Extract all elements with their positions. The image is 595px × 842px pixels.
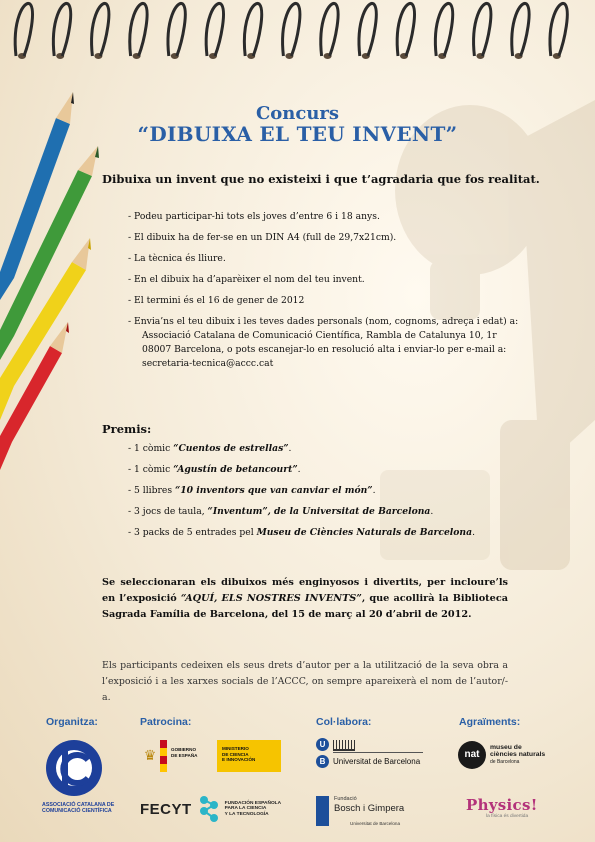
museu-ciencies-naturals-logo[interactable] (458, 741, 568, 769)
spiral-ring (168, 3, 185, 56)
prizes-list (128, 442, 528, 547)
spiral-ring (397, 3, 414, 56)
ub-divider (333, 752, 423, 753)
rules-list (128, 210, 533, 371)
rule-item: - El dibuix ha de fer-se en un DIN A4 (full de 29,7x21cm). (128, 232, 397, 243)
rule-item: - La tècnica és lliure. (128, 253, 226, 264)
physics-wordmark: Physics! (466, 796, 538, 814)
gobierno-logo[interactable] (140, 740, 281, 772)
spiral-ring (321, 3, 338, 56)
accc-name-line: ASSOCIACIÓ CATALANA DE (42, 802, 115, 808)
accc-logo[interactable] (42, 738, 115, 814)
spiral-ring (512, 3, 529, 56)
prizes-heading: Premis: (102, 422, 152, 436)
prize-item: - 5 llibres “10 inventors que van canviar el món”. (128, 485, 376, 496)
prize-item: - 1 còmic “Agustín de betancourt”. (128, 464, 301, 475)
selection-paragraph: Se seleccionaran els dibuixos més enginyosos i divertits, per incloure’ls en l’exposició “AQUÍ, ELS NOSTRES INVENTS”, que acollirà la Biblioteca Sagrada Família de Barcelona, del 15 de març al 20 d’abril de 2012. (102, 577, 509, 620)
spiral-ring (359, 3, 376, 56)
spiral-ring (244, 3, 261, 56)
agraiments-label: Agraïments: (459, 716, 521, 728)
physics-logo[interactable] (466, 796, 556, 830)
spiral-ring (130, 3, 147, 56)
rule-item: - El termini és el 16 de gener de 2012 (128, 295, 305, 306)
prize-item: - 3 jocs de taula, “Inventum”, de la Universitat de Barcelona. (128, 506, 434, 517)
email-link[interactable]: secretaria-tecnica@accc.cat (142, 358, 274, 369)
ub-circle-b-icon: B (316, 755, 329, 768)
gobierno-text: GOBIERNO DE ESPAÑA (171, 747, 198, 758)
ub-logo[interactable] (316, 738, 436, 772)
fbg-fundacio: Fundació (334, 796, 357, 802)
fecyt-logo[interactable] (140, 794, 290, 824)
spiral-binding (15, 3, 567, 59)
address-line: Associació Catalana de Comunicació Científica, Rambla de Catalunya 10, 1r (142, 330, 497, 341)
rule-item: - Envia’ns el teu dibuix i les teves dades personals (nom, cognoms, adreça i edat) a: (128, 316, 519, 327)
prize-item: - 1 còmic “Cuentos de estrellas”. (128, 443, 292, 454)
prize-item: - 3 packs de 5 entrades pel Museu de Ciències Naturals de Barcelona. (128, 527, 475, 538)
ub-name: Universitat de Barcelona (333, 757, 421, 766)
address-line: 08007 Barcelona, o pots escanejar-lo en resolució alta i enviar-lo per e-mail a: (142, 344, 507, 355)
fbg-name: Bosch i Gimpera (334, 803, 405, 814)
spiral-ring (15, 3, 32, 56)
accc-emblem-icon (42, 738, 106, 798)
spiral-ring (474, 3, 491, 56)
molecule-icon (196, 795, 222, 823)
nat-badge: nat (458, 741, 486, 769)
fbg-square-icon (316, 796, 329, 826)
organitza-label: Organitza: (46, 716, 98, 728)
accc-name-line: COMUNICACIÓ CIENTÍFICA (42, 808, 112, 814)
spiral-ring (53, 3, 70, 56)
ub-building-icon (333, 740, 355, 751)
physics-tagline: la física és divertida (486, 814, 529, 819)
fecyt-text: FUNDACIÓN ESPAÑOLA PARA LA CIENCIA Y LA TECNOLOGÍA (224, 800, 282, 817)
coat-of-arms-icon: ♛ (143, 748, 157, 764)
spiral-ring (550, 3, 567, 56)
fecyt-wordmark: FECYT (140, 800, 192, 818)
museum-text: museu de ciències naturals de Barcelona (490, 743, 546, 765)
spiral-ring (206, 3, 223, 56)
spiral-ring (435, 3, 452, 56)
patrocina-label: Patrocina: (140, 716, 192, 728)
ministry-text: MINISTERIO DE CIENCIA E INNOVACIÓN (217, 740, 281, 772)
ub-circle-u-icon: U (316, 738, 329, 751)
rule-item: - Podeu participar-hi tots els joves d’entre 6 i 18 anys. (128, 211, 380, 222)
flag-stripe-icon (160, 740, 167, 772)
collabora-label: Col·labora: (316, 716, 372, 728)
fbg-university: Universitat de Barcelona (350, 821, 401, 826)
spiral-ring (283, 3, 300, 56)
bosch-gimpera-logo[interactable] (316, 796, 436, 830)
intro-text: Dibuixa un invent que no existeixi i que t’agradaria que fos realitat. (102, 172, 540, 186)
rule-item: - En el dibuix ha d’aparèixer el nom del teu invent. (128, 274, 365, 285)
title-line-1: Concurs (255, 103, 340, 124)
rights-paragraph: Els participants cedeixen els seus drets d’autor per a la utilització de la seva obra a l’exposició i a les xarxes socials de l’ACCC, on sempre apareixerà el nom de l’autor/-a. (102, 660, 508, 703)
spiral-ring (92, 3, 109, 56)
title-line-2: “DIBUIXA EL TEU INVENT” (137, 122, 458, 146)
